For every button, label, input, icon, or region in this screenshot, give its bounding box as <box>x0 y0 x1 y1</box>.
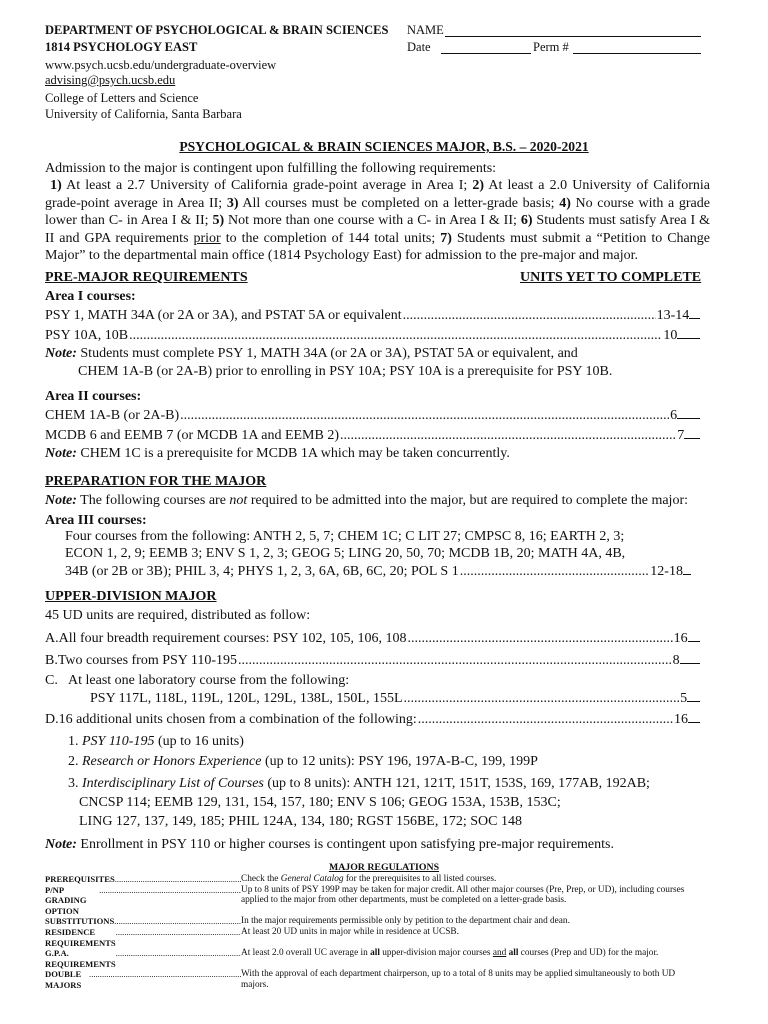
area1-note: Note: Students must complete PSY 1, MATH 34A (or 2A or 3A), PSTAT 5A or equivalent, and <box>45 346 578 361</box>
area2-note: Note: CHEM 1C is a prerequisite for MCDB 1A which may be taken concurrently. <box>45 446 510 461</box>
area2-label: Area II courses: <box>45 389 142 404</box>
area3-line-1: Four courses from the following: ANTH 2, 5, 7; CHEM 1C; C LIT 27; CMPSC 8, 16; EARTH 2, 3; <box>65 529 625 544</box>
upper-item-b: B. Two courses from PSY 110-195 ..... 8 <box>45 651 700 670</box>
upper-item-c-courses: PSY 117L, 118L, 119L, 120L, 129L, 138L, 150L, 155L ..... 5 <box>90 689 700 708</box>
units-blank[interactable] <box>680 651 700 664</box>
area2-row-2: MCDB 6 and EEMB 7 (or MCDB 1A and EEMB 2) ..... 7 <box>45 426 700 445</box>
units-blank[interactable] <box>683 562 691 575</box>
building-address: 1814 PSYCHOLOGY EAST <box>45 40 198 54</box>
perm-field[interactable] <box>573 41 701 54</box>
upper-note: Note: Enrollment in PSY 110 or higher courses is contingent upon satisfying pre-major requirements. <box>45 837 614 852</box>
prep-heading: PREPARATION FOR THE MAJOR <box>45 474 267 489</box>
upper-heading: UPPER-DIVISION MAJOR <box>45 589 217 604</box>
department-name: DEPARTMENT OF PSYCHOLOGICAL & BRAIN SCIENCES <box>45 23 389 37</box>
reg-substitutions: SUBSTITUTIONS ..... In the major requirements permissible only by petition to the department chair and dean. <box>45 916 705 927</box>
name-field[interactable] <box>445 24 701 37</box>
area1-row-1: PSY 1, MATH 34A (or 2A or 3A), and PSTAT 5A or equivalent ..... 13-14 <box>45 306 700 325</box>
area3-line-2: ECON 1, 2, 9; EEMB 3; ENV S 1, 2, 3; GEOG 5; LING 20, 50, 70; MCDB 1B, 20; MATH 4A, 4B, <box>65 546 626 561</box>
area2-row-1: CHEM 1A-B (or 2A-B) ..... 6 <box>45 406 700 425</box>
area3-label: Area III courses: <box>45 513 147 528</box>
area3-line-3: 34B (or 2B or 3B); PHIL 3, 4; PHYS 1, 2, 3, 6A, 6B, 6C, 20; POL S 1 ..... 12-18 <box>65 562 691 581</box>
upper-d-option-1: 1. PSY 110-195 (up to 16 units) <box>68 734 244 749</box>
upper-item-a: A. All four breadth requirement courses: PSY 102, 105, 106, 108 ..... 16 <box>45 629 700 648</box>
upper-d-option-3: 3. Interdisciplinary List of Courses (up to 8 units): ANTH 121, 121T, 151T, 153S, 169, 177AB, 192AB; <box>68 776 650 791</box>
website-link[interactable]: www.psych.ucsb.edu/undergraduate-overview <box>45 58 277 72</box>
document-title: PSYCHOLOGICAL & BRAIN SCIENCES MAJOR, B.S. – 2020-2021 <box>179 139 589 154</box>
admission-intro: Admission to the major is contingent upon fulfilling the following requirements: <box>45 161 497 176</box>
units-blank[interactable] <box>689 306 700 319</box>
upper-d-option-3-line-2: CNCSP 114; EEMB 129, 131, 154, 157, 180; ENV S 106; GEOG 153A, 153B, 153C; <box>79 795 561 810</box>
upper-item-c: C. At least one laboratory course from the following: <box>45 673 350 688</box>
name-label: NAME <box>407 23 444 37</box>
units-heading: UNITS YET TO COMPLETE <box>520 270 702 285</box>
upper-d-option-2: 2. Research or Honors Experience (up to 12 units): PSY 196, 197A-B-C, 199, 199P <box>68 754 538 769</box>
area1-row-2: PSY 10A, 10B ..... 10 <box>45 326 700 345</box>
reg-prerequisites: PREREQUISITES ..... Check the General Catalog for the prerequisites to all listed courses. <box>45 874 705 885</box>
reg-pnp-grading: P/NP GRADING OPTION ..... Up to 8 units of PSY 199P may be taken for major credit. All other major courses (Pre, Prep, or UD), including courses applied to the major from other departments, must be completed on a letter-grade basis. <box>45 885 705 917</box>
reg-residence: RESIDENCE REQUIREMENTS ..... At least 20 UD units in major while in residence at UCSB. <box>45 927 705 948</box>
premajor-heading: PRE-MAJOR REQUIREMENTS <box>45 270 248 285</box>
admission-requirements: 1) At least a 2.7 University of California grade-point average in Area I; 2) At least a 2.0 University of California grade-point average in Area II; 3) All courses must be completed on a letter-grade basis; 4) No course with a grade lower than C- in Area I & II; 5) Not more than one course with a C- in Area I & II; 6) Students must satisfy Area I & II and GPA requirements prior to the completion of 144 total units; 7) Students must submit a “Petition to Change Major” to the departmental main office (1814 Psychology East) for admission to the pre-major and major. <box>45 178 710 264</box>
regulations-heading: MAJOR REGULATIONS <box>328 862 440 873</box>
perm-label: Perm # <box>533 40 569 54</box>
upper-intro: 45 UD units are required, distributed as follow: <box>45 608 311 623</box>
reg-double-majors: DOUBLE MAJORS ..... With the approval of each department chairperson, up to a total of 8 units may be applied simultaneously to both UD majors. <box>45 969 705 990</box>
date-label: Date <box>407 40 431 54</box>
upper-item-d: D. 16 additional units chosen from a combination of the following: ..... 16 <box>45 710 700 729</box>
units-blank[interactable] <box>677 406 700 419</box>
university-name: University of California, Santa Barbara <box>45 107 242 121</box>
regulations-table <box>45 874 705 991</box>
units-blank[interactable] <box>688 629 700 642</box>
reg-gpa: G.P.A. REQUIREMENTS ..... At least 2.0 overall UC average in all upper-division major courses and all courses (Prep and UD) for the major. <box>45 948 705 969</box>
email-link[interactable]: advising@psych.ucsb.edu <box>45 73 176 87</box>
college-name: College of Letters and Science <box>45 91 199 105</box>
area1-note-2: CHEM 1A-B (or 2A-B) prior to enrolling in PSY 10A; PSY 10A is a prerequisite for PSY 10B. <box>78 364 613 379</box>
area1-label: Area I courses: <box>45 289 136 304</box>
upper-d-option-3-line-3: LING 127, 137, 149, 185; PHIL 124A, 134, 180; RGST 156BE, 172; SOC 148 <box>79 814 522 829</box>
units-blank[interactable] <box>677 326 700 339</box>
admission-paragraph <box>45 160 710 264</box>
units-blank[interactable] <box>687 689 700 702</box>
prep-note: Note: The following courses are not required to be admitted into the major, but are required to complete the major: <box>45 493 688 508</box>
date-field[interactable] <box>441 41 531 54</box>
units-blank[interactable] <box>684 426 700 439</box>
units-blank[interactable] <box>688 710 700 723</box>
